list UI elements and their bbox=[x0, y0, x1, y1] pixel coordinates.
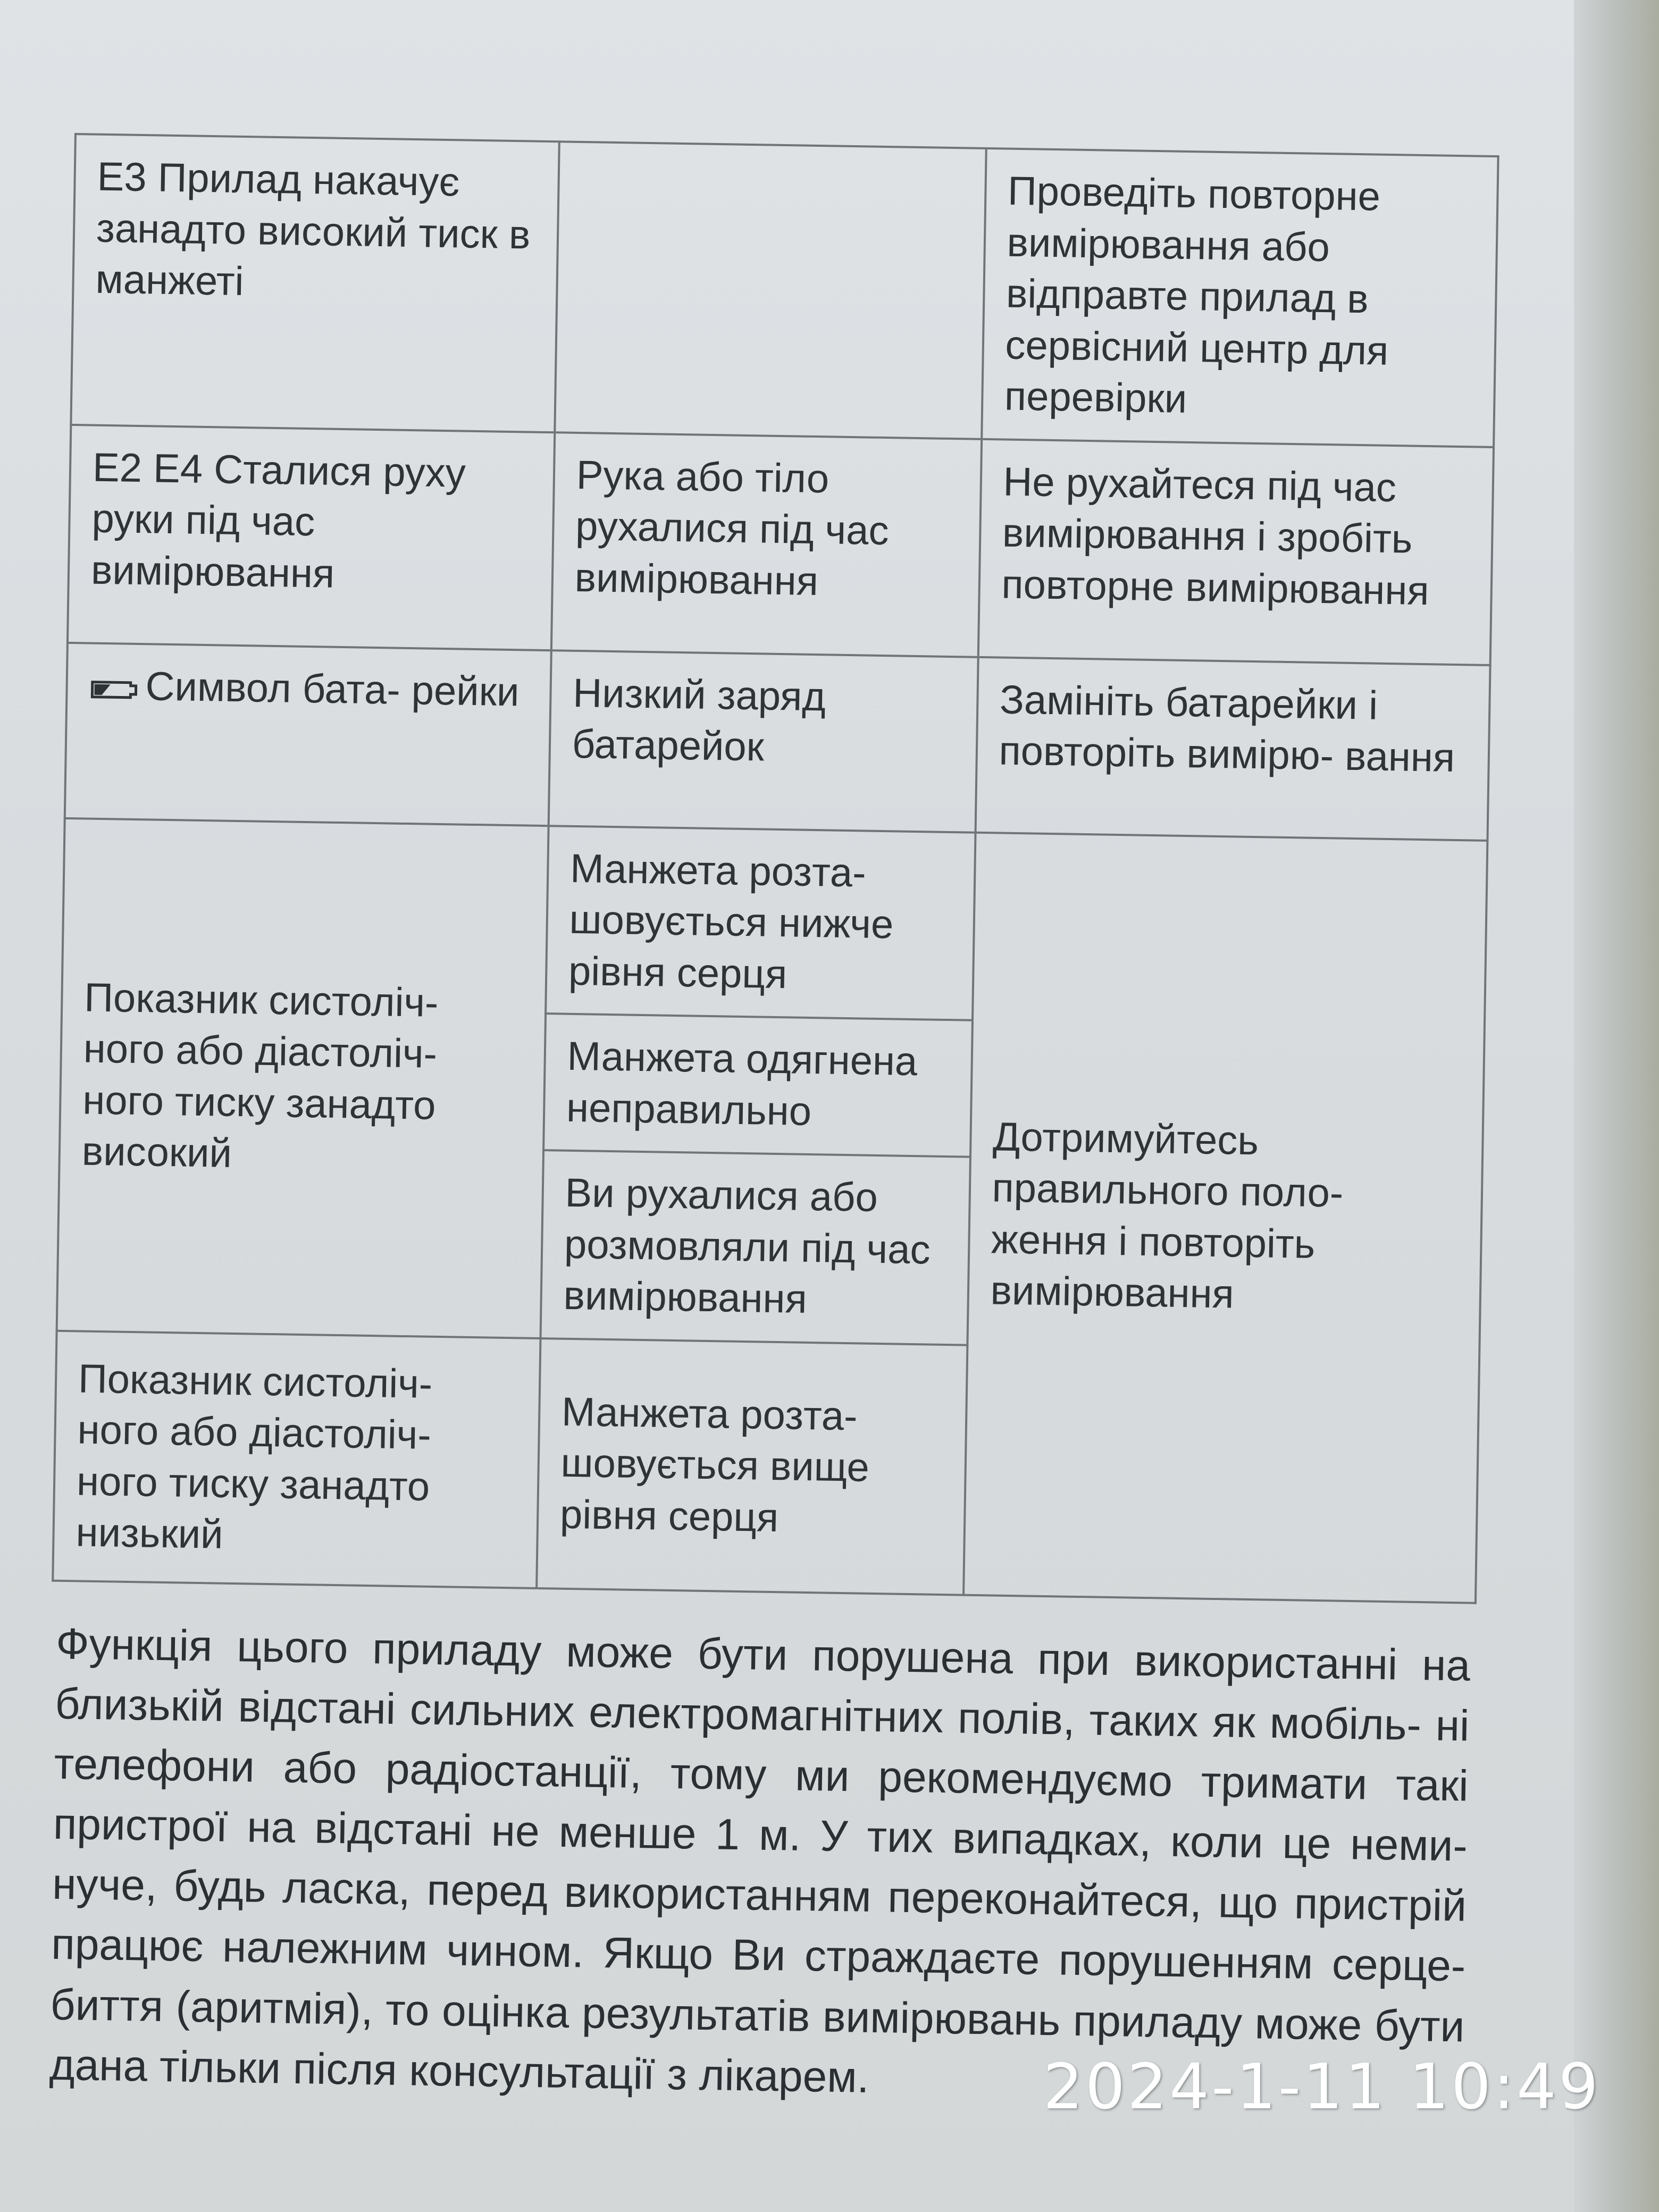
problem-cell: Показник систоліч- ного або діастоліч- ного тиску занадто низький bbox=[53, 1330, 540, 1588]
remedy-cell: Проведіть повторне вимірювання або відправте прилад в сервісний центр для перевірки bbox=[982, 148, 1498, 447]
cause-cell: Рука або тіло рухалися під час вимірювання bbox=[551, 432, 982, 657]
table-row bbox=[62, 818, 1487, 1028]
interference-notice: Функція цього приладу може бути порушена при використанні на близькій відстані сильних електромагнітних полів, таких як мобіль- ні телефони або радіостанції, тому ми рекомендуємо тримати такі пристрої на відстані не менше 1 м. У тих випадках, коли це неми- нуче, будь ласка, перед використанням переконайтеся, що пристрій працює належним чином. Якщо Ви страждаєте порушенням серце- биття (аритмія), то оцінка результатів вимірювань приладу може бути дана тільки після консультації з лікарем. bbox=[49, 1619, 1471, 2102]
cause-cell: Ви рухалися або розмовляли під час вимірювання bbox=[540, 1150, 970, 1345]
remedy-cell: Дотримуйтесь правильного поло- ження і повторіть вимірювання bbox=[963, 832, 1488, 1603]
table-row bbox=[71, 134, 1498, 447]
cause-cell bbox=[555, 141, 986, 439]
problem-cell bbox=[65, 642, 551, 825]
cause-cell: Манжета розта- шовується нижче рівня серця bbox=[546, 826, 975, 1020]
battery-icon bbox=[89, 663, 139, 715]
troubleshooting-table bbox=[52, 133, 1499, 1604]
problem-cell: Показник систоліч- ного або діастоліч- ного тиску занадто високий bbox=[57, 818, 549, 1338]
problem-cell: E3 Прилад накачує занадто високий тиск в манжеті bbox=[71, 134, 559, 432]
page-edge-background bbox=[1574, 0, 1659, 2212]
remedy-cell: Замініть батарейки і повторіть вимірю- вання bbox=[975, 657, 1490, 840]
table-row bbox=[68, 425, 1494, 665]
table-row bbox=[65, 642, 1490, 840]
cause-cell: Низкий заряд батарейок bbox=[548, 650, 978, 833]
cause-cell: Манжета одягнена неправильно bbox=[543, 1013, 973, 1157]
manual-content bbox=[43, 133, 1499, 2161]
remedy-cell: Не рухайтеся під час вимірювання і зробіть повторне вимірювання bbox=[978, 439, 1494, 665]
problem-text: Символ бата- рейки bbox=[145, 663, 520, 715]
problem-cell: E2 E4 Сталися руху руки під час вимірювання bbox=[68, 425, 555, 650]
photo-timestamp: 2024-1-11 10:49 bbox=[1043, 2050, 1601, 2123]
cause-cell: Манжета розта- шовується вище рівня серця bbox=[537, 1338, 967, 1595]
